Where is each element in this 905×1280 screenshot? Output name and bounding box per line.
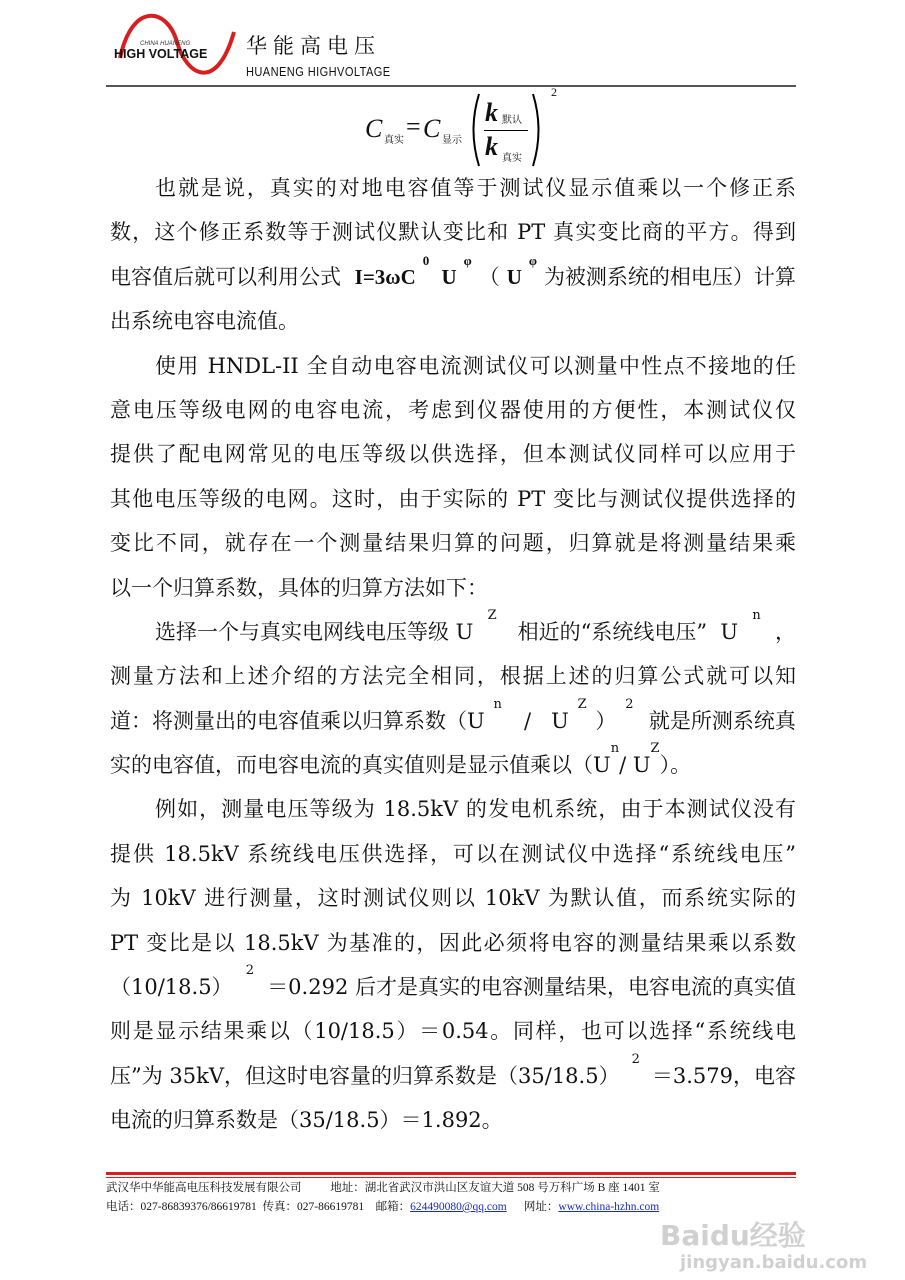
text-segment: 2 <box>625 696 634 712</box>
text-segment: n <box>752 607 761 623</box>
text-segment: 为 10kV 进行测量，这时测试仪则以 10kV 为默认值，而系统实际的 <box>110 886 796 911</box>
text-line <box>110 438 796 482</box>
text-segment: Z <box>650 741 660 757</box>
text-line <box>110 963 796 1015</box>
text-segment: Z <box>577 696 587 712</box>
text-segment: I=3ωC <box>354 264 416 289</box>
text-line <box>110 696 796 749</box>
text-line <box>110 1104 796 1148</box>
text-line <box>110 1051 796 1104</box>
text-line <box>110 252 796 305</box>
footer-email-label: 邮箱： <box>375 1201 411 1213</box>
text-segment: 提供了配电网常见的电压等级以供选择，但本测试仪同样可以应用于 <box>110 442 796 467</box>
formula-den-sub: 真实 <box>502 153 522 164</box>
brand-name-cn: 华能高电压 <box>246 34 381 58</box>
logo-text-main: HIGH VOLTAGE <box>114 47 208 61</box>
text-line <box>110 394 796 438</box>
text-segment: 就是所测系统真 <box>642 708 796 733</box>
text-line <box>110 927 796 971</box>
formula-equals: = <box>406 112 421 141</box>
text-segment: ＝3.579，电容 <box>651 1063 796 1088</box>
correction-formula <box>365 85 565 170</box>
footer-address: 地址：湖北省武汉市洪山区友谊大道 508 号万科广场 B 座 1401 室 <box>330 1182 660 1194</box>
text-segment: 以一个归算系数，具体的归算方法如下： <box>110 575 488 600</box>
text-segment: φ <box>463 252 472 268</box>
text-segment: 相近的“系统线电压” U <box>510 619 739 644</box>
text-segment: ）。 <box>659 753 692 778</box>
formula-right-paren <box>531 92 545 168</box>
logo-text-small: CHINA HUANENG <box>140 41 191 47</box>
company-logo <box>112 12 242 84</box>
text-segment: φ <box>528 252 537 268</box>
text-line <box>110 527 796 571</box>
text-line <box>110 741 796 793</box>
formula-num-sub: 默认 <box>502 115 522 126</box>
text-line <box>110 882 796 926</box>
footer-web-label: 网址： <box>523 1201 559 1213</box>
formula-left-paren <box>467 92 481 168</box>
text-segment: （10/18.5） <box>110 975 233 1000</box>
formula-lhs-sub: 真实 <box>384 135 404 146</box>
text-segment: 则是显示结果乘以（10/18.5）＝0.54。同样，也可以选择“系统线电 <box>110 1019 796 1044</box>
text-segment: 压”为 35kV，但这时电容量的归算系数是（35/18.5） <box>110 1063 620 1088</box>
text-segment: 为被测系统的相电压）计算 <box>543 264 796 289</box>
text-segment: n <box>493 696 502 712</box>
text-line <box>110 172 796 216</box>
text-segment: / U <box>510 708 569 733</box>
text-line <box>110 1015 796 1059</box>
footer-email-link[interactable]: 624490080@qq.com <box>410 1201 507 1213</box>
text-segment: 例如，测量电压等级为 18.5kV 的发电机系统，由于本测试仪没有 <box>155 797 796 822</box>
text-segment: ＝0.292 后才是真实的电容测量结果，电容电流的真实值 <box>267 975 796 1000</box>
document-body <box>110 172 796 1149</box>
text-line <box>110 793 796 837</box>
formula-numerator: k <box>485 98 498 127</box>
watermark-brand: Baidu经验 <box>660 1219 806 1252</box>
text-segment: PT 变比是以 18.5kV 为基准的，因此必须将电容的测量结果乘以系数 <box>110 930 796 955</box>
text-segment: 2 <box>245 963 255 979</box>
text-segment: U <box>506 264 522 289</box>
formula-rhs: C <box>423 114 441 143</box>
text-line <box>110 350 796 394</box>
formula-fraction-bar <box>484 130 528 131</box>
text-segment: 提供 18.5kV 系统线电压供选择，可以在测试仪中选择“系统线电压” <box>110 841 796 866</box>
text-segment: 测量方法和上述介绍的方法完全相同，根据上述的归算公式就可以知 <box>110 664 796 689</box>
footer-company: 武汉华中华能高电压科技发展有限公司 <box>106 1182 302 1194</box>
text-line <box>110 607 796 660</box>
text-segment: ） <box>595 708 617 733</box>
text-segment: 变比不同，就存在一个测量结果归算的问题，归算就是将测量结果乘 <box>110 531 796 556</box>
text-segment: （ <box>478 264 500 289</box>
text-segment: 0 <box>422 252 430 268</box>
text-segment: / U <box>619 753 651 778</box>
watermark-url: jingyan.baidu.com <box>680 1252 868 1273</box>
text-segment: 电流的归算系数是（35/18.5）＝1.892。 <box>110 1108 503 1133</box>
text-segment: 意电压等级电网的电容电流，考虑到仪器使用的方便性，本测试仪仅 <box>110 397 796 422</box>
text-line <box>110 838 796 882</box>
text-segment: 2 <box>631 1051 640 1067</box>
text-segment: 出系统电容电流值。 <box>110 309 299 334</box>
text-segment: 也就是说，真实的对地电容值等于测试仪显示值乘以一个修正系 <box>155 176 796 200</box>
text-line <box>110 483 796 527</box>
text-segment: 数，这个修正系数等于测试仪默认变比和 PT 真实变比商的平方。得到 <box>110 220 796 245</box>
formula-lhs: C <box>365 114 383 143</box>
formula-exponent: 2 <box>551 85 557 99</box>
formula-rhs-sub: 显示 <box>442 135 462 146</box>
footer-line-2 <box>106 1200 659 1215</box>
text-segment: 其他电压等级的电网。这时，由于实际的 PT 变比与测试仪提供选择的 <box>110 486 796 511</box>
text-segment: ， <box>775 619 796 644</box>
footer-fax: 传真：027-86619781 <box>262 1201 365 1213</box>
text-line <box>110 572 796 616</box>
formula-denominator: k <box>485 132 498 161</box>
footer-divider-thin <box>106 1177 796 1178</box>
header-divider <box>106 85 796 87</box>
text-line <box>110 216 796 260</box>
brand-name-en: HUANENG HIGHVOLTAGE <box>246 64 391 79</box>
text-segment: 电容值后就可以利用公式 <box>110 264 348 289</box>
footer-web-link[interactable]: www.china-hzhn.com <box>558 1201 660 1213</box>
text-line <box>110 305 796 349</box>
text-line <box>110 660 796 704</box>
text-segment: 选择一个与真实电网线电压等级 U <box>155 619 474 644</box>
footer-divider <box>106 1172 796 1175</box>
text-segment: 道：将测量出的电容值乘以归算系数（U <box>110 708 485 733</box>
text-segment: Z <box>487 607 497 623</box>
text-segment: U <box>436 264 457 289</box>
text-segment: 使用 HNDL-II 全自动电容电流测试仪可以测量中性点不接地的任 <box>155 353 796 378</box>
text-segment: 实的电容值，而电容电流的真实值则是显示值乘以（U <box>110 753 611 778</box>
footer-line-1 <box>106 1181 660 1196</box>
text-segment: n <box>610 741 620 757</box>
footer-phone: 电话：027-86839376/86619781 <box>106 1201 257 1213</box>
